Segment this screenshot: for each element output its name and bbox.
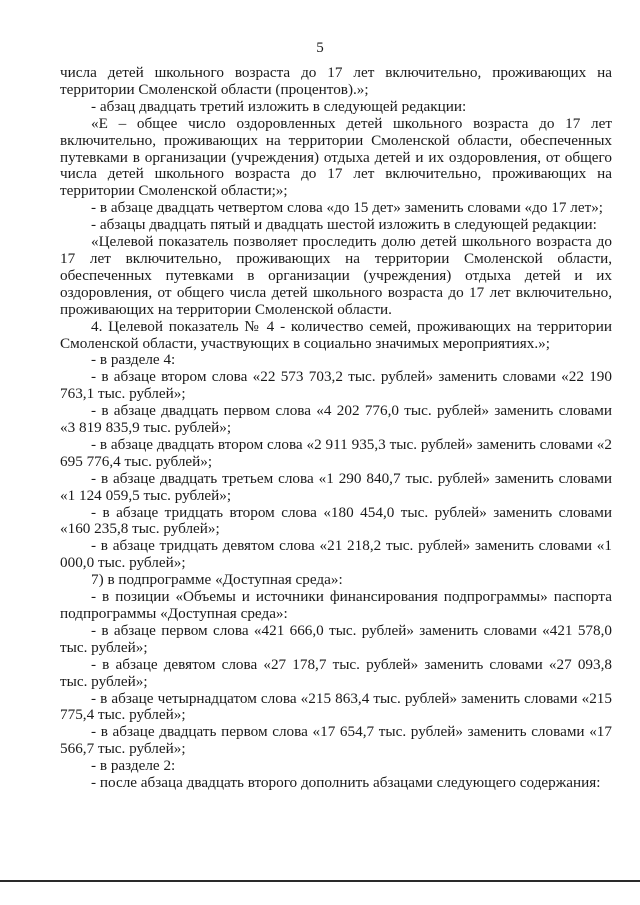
paragraph: - в абзаце девятом слова «27 178,7 тыс. рублей» заменить словами «27 093,8 тыс. рублей»; <box>60 655 612 690</box>
paragraph: «Целевой показатель позволяет проследить долю детей школьного возраста до 17 лет включительно, проживающих на территории Смоленской области, обеспеченных путевками в организации (учреждения) отдыха детей и их оздоровления, от общего числа детей школьного возраста до 17 лет включительно, проживающих на территории Смоленской области. <box>60 233 612 318</box>
paragraph: - в абзаце двадцать втором слова «2 911 935,3 тыс. рублей» заменить словами «2 695 776,4 тыс. рублей»; <box>60 435 612 470</box>
paragraph: - в абзаце двадцать четвертом слова «до 15 дет» заменить словами «до 17 лет»; <box>91 199 604 217</box>
paragraph: - в абзаце тридцать девятом слова «21 218,2 тыс. рублей» заменить словами «1 000,0 тыс. рублей»; <box>60 537 612 572</box>
paragraph: - абзац двадцать третий изложить в следующей редакции: <box>91 97 467 115</box>
paragraph: «Е – общее число оздоровленных детей школьного возраста до 17 лет включительно, проживающих на территории Смоленской области, обеспеченных путевками в организации (учреждения) отдыха детей и их оздоровления, от общего числа детей школьного возраста до 17 лет включительно, проживающих на территории Смоленской области;»; <box>60 114 612 200</box>
paragraph: - абзацы двадцать пятый и двадцать шестой изложить в следующей редакции: <box>91 216 597 234</box>
paragraph: - в абзаце втором слова «22 573 703,2 тыс. рублей» заменить словами «22 190 763,1 тыс. рублей»; <box>60 368 612 403</box>
bottom-rule <box>0 880 640 882</box>
paragraph: 7) в подпрограмме «Доступная среда»: <box>91 571 343 589</box>
paragraph: - в абзаце первом слова «421 666,0 тыс. рублей» заменить словами «421 578,0 тыс. рублей»; <box>60 621 612 656</box>
paragraph: - в абзаце двадцать первом слова «17 654,7 тыс. рублей» заменить словами «17 566,7 тыс. рублей»; <box>60 723 612 758</box>
paragraph: - в абзаце четырнадцатом слова «215 863,4 тыс. рублей» заменить словами «215 775,4 тыс. рублей»; <box>60 689 612 724</box>
paragraph: - в абзаце двадцать третьем слова «1 290 840,7 тыс. рублей» заменить словами «1 124 059,5 тыс. рублей»; <box>60 469 612 504</box>
paragraph: 4. Целевой показатель № 4 - количество семей, проживающих на территории Смоленской области, участвующих в социально значимых мероприятиях.»; <box>60 317 612 352</box>
paragraph: - в позиции «Объемы и источники финансирования подпрограммы» паспорта подпрограммы «Доступная среда»: <box>60 588 612 622</box>
paragraph: - в разделе 4: <box>91 351 176 369</box>
document-body <box>60 65 612 792</box>
paragraph: - в абзаце двадцать первом слова «4 202 776,0 тыс. рублей» заменить словами «3 819 835,9 тыс. рублей»; <box>60 402 612 437</box>
paragraph: - в абзаце тридцать втором слова «180 454,0 тыс. рублей» заменить словами «160 235,8 тыс. рублей»; <box>60 503 612 538</box>
paragraph: - после абзаца двадцать второго дополнить абзацами следующего содержания: <box>91 774 601 792</box>
paragraph: числа детей школьного возраста до 17 лет включительно, проживающих на территории Смоленской области (процентов).»; <box>60 64 612 98</box>
page-number: 5 <box>316 40 324 56</box>
paragraph: - в разделе 2: <box>91 757 176 775</box>
